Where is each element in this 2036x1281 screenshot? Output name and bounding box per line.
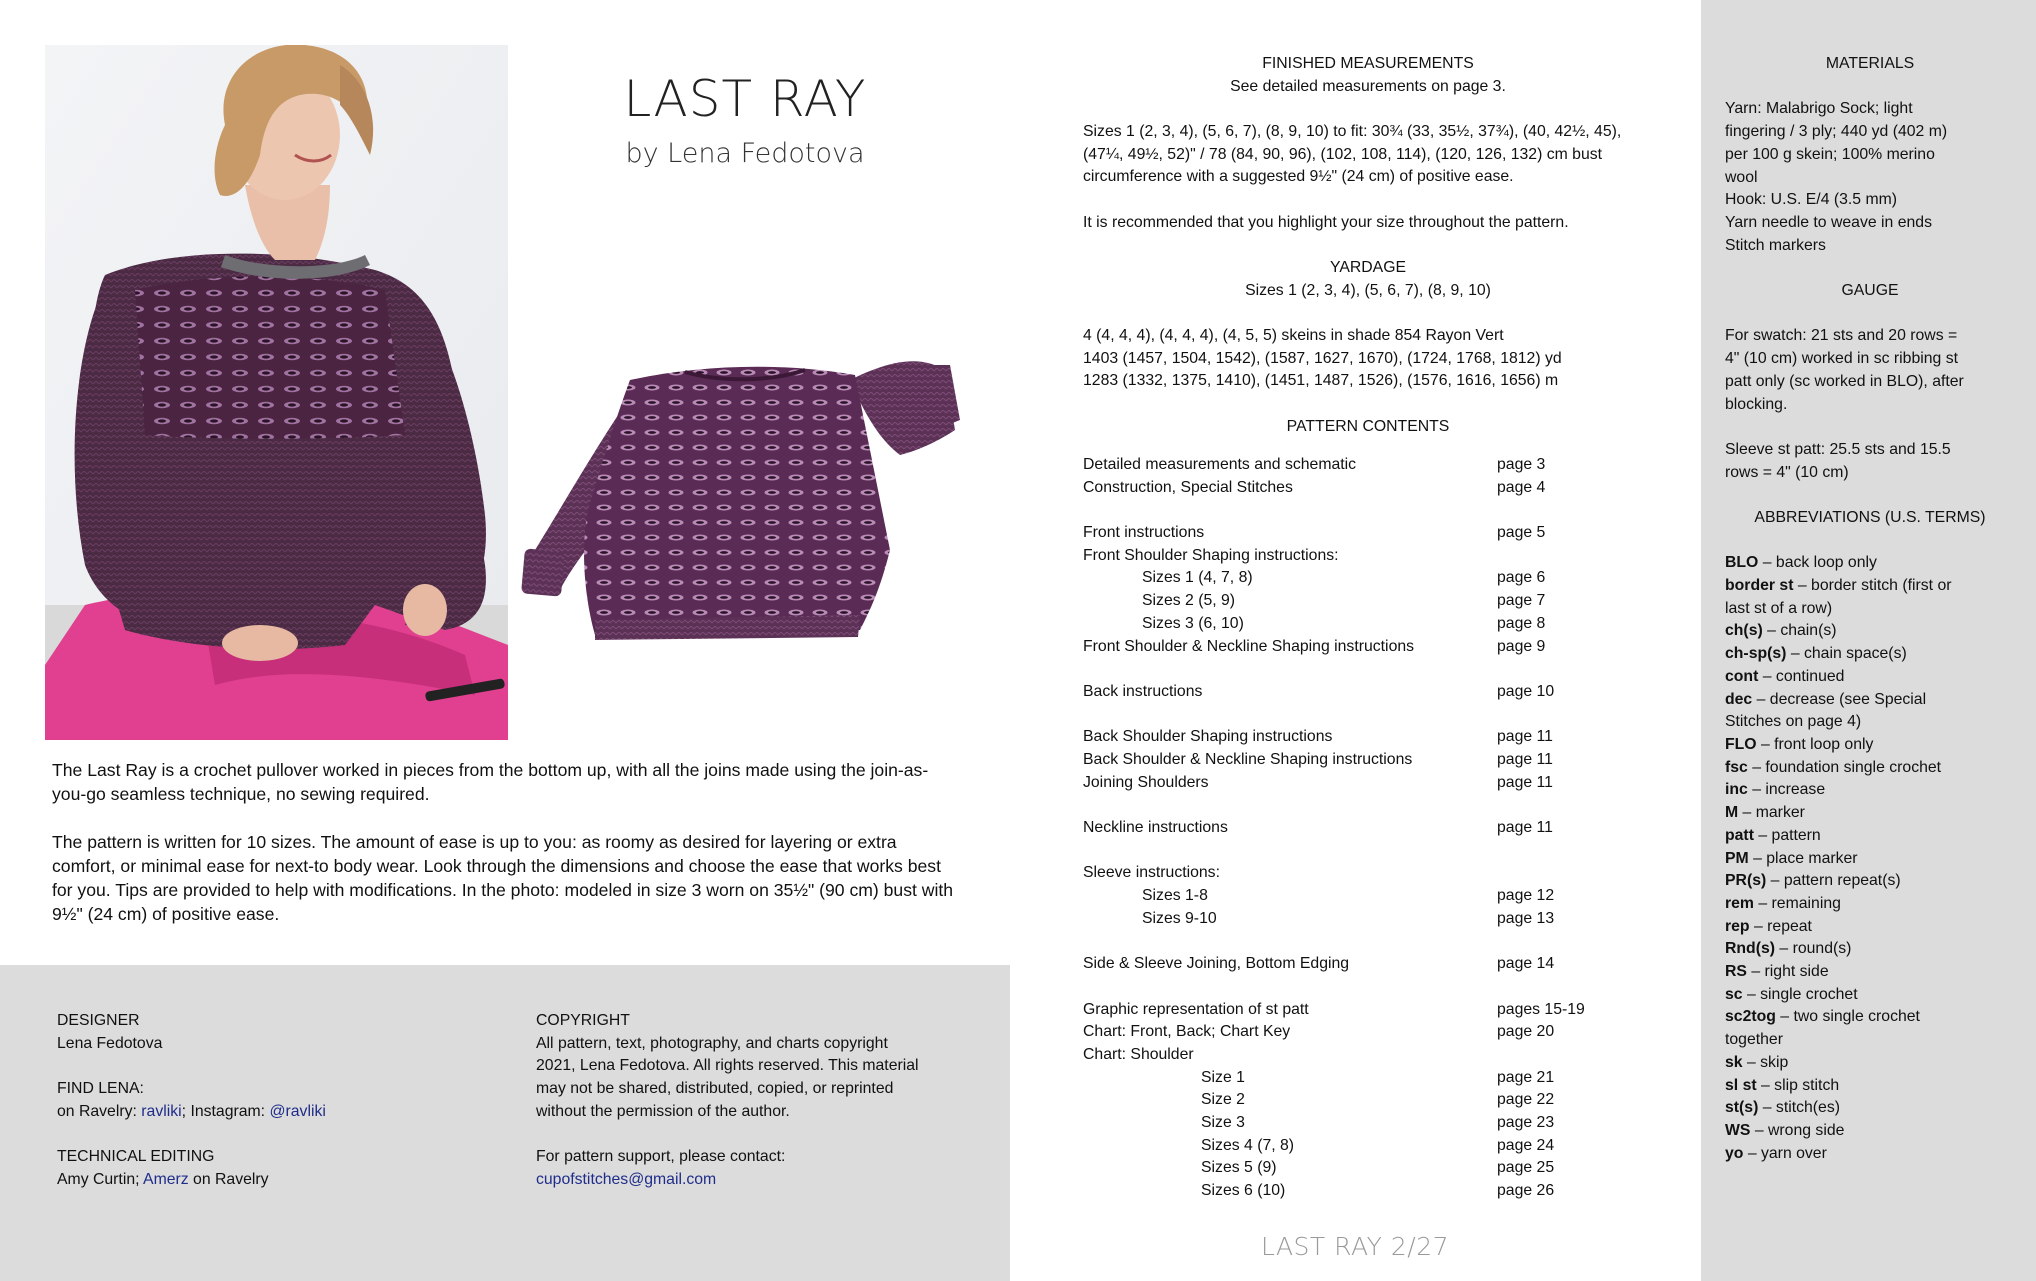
sizes-line: (47¼, 49½, 52)" / 78 (84, 90, 96), (102, 108, 114), (120, 126, 132) cm bust [1083,145,1603,163]
abbreviation-item [1725,1097,2015,1120]
abbreviation-item [1725,711,2015,734]
toc-page-number: page 11 [1497,728,1553,746]
abbreviation-item [1725,620,2015,643]
ravelry-link[interactable]: ravliki [141,1102,182,1120]
instagram-link[interactable]: @ravliki [269,1102,326,1120]
toc-label: Sizes 2 (5, 9) [1142,592,1236,610]
toc-page-number: page 4 [1497,478,1546,496]
abbreviation-definition: – skip [1742,1053,1789,1071]
toc-row [1083,454,1653,477]
table-of-contents [1083,454,1653,1203]
sidebar [1701,0,2036,1281]
designer-heading: DESIGNER [57,1012,140,1029]
toc-row [1083,1067,1653,1090]
abbreviation-term: patt [1725,826,1754,844]
middle-column [1010,0,1700,1281]
abbreviation-definition: – chain space(s) [1786,645,1907,663]
abbreviation-term: sc2tog [1725,1008,1776,1026]
abbreviation-term: Rnd(s) [1725,940,1776,958]
abbreviation-definition: – increase [1747,781,1826,799]
abbreviations-list [1725,552,2015,1165]
abbreviation-term: rem [1725,894,1754,912]
toc-row [1083,1157,1653,1180]
toc-page-number: page 24 [1497,1136,1555,1154]
abbreviation-definition: – place marker [1748,849,1858,867]
abbreviation-definition: – slip stitch [1756,1076,1840,1094]
toc-spacer [1083,658,1653,681]
abbreviation-item [1725,1075,2015,1098]
toc-row [1083,1135,1653,1158]
toc-row [1083,590,1653,613]
abbreviation-item [1725,666,2015,689]
gauge-heading: GAUGE [1841,282,1899,299]
toc-label: Back Shoulder & Neckline Shaping instructions [1083,750,1413,768]
yardage-text [1083,325,1653,393]
contents-header [1083,416,1653,439]
abbreviation-item [1725,575,2015,598]
toc-spacer [1083,976,1653,999]
materials-line: wool [1725,168,1758,186]
abbreviation-definition: – remaining [1753,894,1841,912]
abbreviation-item [1725,779,2015,802]
toc-page-number: page 21 [1497,1068,1555,1086]
finished-measurements-heading: FINISHED MEASUREMENTS [1262,55,1474,72]
gauge-line: patt only (sc worked in BLO), after [1725,372,1964,390]
materials-line: Yarn: Malabrigo Sock; light [1725,100,1913,118]
toc-page-number: page 11 [1497,819,1553,836]
toc-label: Neckline instructions [1083,819,1228,836]
abbreviation-definition: – pattern [1753,826,1821,844]
toc-label: Back instructions [1083,682,1203,700]
toc-row [1083,1180,1653,1203]
abbreviation-definition: – stitch(es) [1758,1099,1840,1117]
pattern-title: LAST RAY [623,70,867,128]
sleeve-gauge-line: rows = 4" (10 cm) [1725,463,1849,481]
toc-row [1083,681,1653,704]
toc-label: Front instructions [1083,524,1205,542]
designer-name: Lena Fedotova [57,1034,163,1052]
abbreviation-item [1725,870,2015,893]
copyright-line: 2021, Lena Fedotova. All rights reserved. This material [536,1057,919,1075]
materials-line: Stitch markers [1725,236,1826,254]
info-box [0,965,1010,1281]
toc-label: Chart: Front, Back; Chart Key [1083,1023,1291,1041]
gauge-line: blocking. [1725,395,1788,413]
toc-label: Sizes 1-8 [1142,887,1208,905]
abbreviation-term: ch-sp(s) [1725,645,1787,663]
abbreviation-item [1725,689,2015,712]
pattern-contents-heading: PATTERN CONTENTS [1286,418,1450,435]
abbreviation-definition: – chain(s) [1762,622,1837,640]
abbreviation-term: PR(s) [1725,872,1767,890]
toc-label: Sizes 9-10 [1142,909,1217,927]
abbreviations-heading: ABBREVIATIONS (U.S. TERMS) [1754,508,1986,526]
toc-spacer [1083,704,1653,727]
toc-label: Side & Sleeve Joining, Bottom Edging [1083,955,1350,973]
abbreviation-term: st(s) [1725,1099,1759,1117]
toc-row [1083,908,1653,931]
abbreviation-definition: – single crochet [1742,985,1858,1003]
abbreviation-item [1725,825,2015,848]
toc-row [1083,613,1653,636]
toc-label: Sizes 3 (6, 10) [1142,614,1244,632]
abbreviation-definition: – two single crochet [1775,1008,1920,1026]
toc-row [1083,567,1653,590]
sleeve-gauge-line: Sleeve st patt: 25.5 sts and 15.5 [1725,440,1951,458]
abbreviation-term: sk [1725,1053,1743,1071]
toc-row [1083,726,1653,749]
toc-page-number: page 25 [1497,1159,1555,1177]
toc-page-number: page 23 [1497,1113,1555,1131]
abbreviation-definition: – back loop only [1758,554,1877,572]
finished-measurements-subheading: See detailed measurements on page 3. [1230,77,1506,95]
sizes-line: circumference with a suggested 9½" (24 cm) of positive ease. [1083,168,1514,186]
instagram-prefix: ; Instagram: [181,1102,270,1120]
abbreviation-item [1725,757,2015,780]
toc-spacer [1083,794,1653,817]
copyright-heading: COPYRIGHT [536,1012,630,1029]
abbreviation-item [1725,961,2015,984]
tech-editor-name: Amy Curtin; [57,1170,144,1188]
abbreviation-definition: – foundation single crochet [1747,758,1942,776]
abbreviation-definition: – wrong side [1750,1121,1845,1139]
toc-label: Sizes 6 (10) [1201,1182,1286,1199]
abbreviation-definition: – decrease (see Special [1752,690,1927,708]
toc-page-number: page 8 [1497,614,1546,632]
abbreviation-item [1725,916,2015,939]
abbreviation-definition: Stitches on page 4) [1725,713,1862,731]
intro-paragraph-2: The pattern is written for 10 sizes. The amount of ease is up to you: as roomy as desired for layering or extra comfort, or minimal ease for next-to body wear. Look through the dimensions and choose the ease that works best for you. Tips are provided to help with modifications. In the photo: modeled in size 3 worn on 35½" (90 cm) bust with 9½" (24 cm) of positive ease. [52,832,954,924]
abbreviation-definition: – front loop only [1756,736,1874,753]
yardage-subheading: Sizes 1 (2, 3, 4), (5, 6, 7), (8, 9, 10) [1245,281,1491,299]
support-text: For pattern support, please contact: [536,1148,786,1166]
toc-label: Graphic representation of st patt [1083,1000,1309,1018]
toc-row [1083,772,1653,795]
abbreviation-term: rep [1725,917,1750,935]
toc-page-number: page 11 [1497,773,1553,791]
copyright-info [536,1010,956,1192]
sizes-line: Sizes 1 (2, 3, 4), (5, 6, 7), (8, 9, 10) to fit: 30¾ (33, 35½, 37¾), (40, 42½, 45), [1083,123,1622,140]
toc-row [1083,1044,1653,1067]
toc-page-number: page 10 [1497,682,1555,700]
toc-row [1083,817,1653,840]
abbreviation-definition: – pattern repeat(s) [1766,872,1901,890]
toc-label: Chart: Shoulder [1083,1045,1194,1063]
toc-label: Back Shoulder Shaping instructions [1083,728,1333,746]
abbreviation-item [1725,1120,2015,1143]
page-footer: LAST RAY 2/27 [1260,1232,1450,1261]
toc-page-number: page 7 [1497,592,1546,610]
toc-label: Size 2 [1201,1091,1245,1109]
abbreviation-item [1725,848,2015,871]
toc-label: Joining Shoulders [1083,773,1209,791]
abbreviation-item [1725,1006,2015,1029]
abbreviation-definition: last st of a row) [1725,599,1833,617]
toc-label: Detailed measurements and schematic [1083,456,1357,473]
abbreviation-definition: – round(s) [1775,940,1852,958]
yardage-heading: YARDAGE [1329,259,1407,276]
abbreviation-term: BLO [1725,554,1759,572]
toc-page-number: page 14 [1497,955,1555,973]
copyright-line: may not be shared, distributed, copied, or reprinted [536,1080,894,1098]
toc-row [1083,477,1653,500]
toc-page-number: page 12 [1497,887,1555,905]
abbreviation-definition: together [1725,1031,1783,1049]
toc-spacer [1083,930,1653,953]
toc-page-number: page 20 [1497,1023,1555,1041]
toc-row [1083,749,1653,772]
abbreviation-item [1725,893,2015,916]
toc-label: Size 1 [1201,1068,1245,1086]
abbreviation-definition: – repeat [1749,917,1812,935]
abbreviation-term: WS [1725,1121,1751,1139]
designer-info [57,1010,487,1192]
materials-line: per 100 g skein; 100% merino [1725,145,1935,163]
byline: by Lena Fedotova [625,138,865,169]
copyright-line: without the permission of the author. [536,1102,790,1120]
toc-row [1083,636,1653,659]
sizes-text [1083,121,1653,235]
toc-page-number: page 22 [1497,1091,1555,1109]
toc-row [1083,1112,1653,1135]
technical-editor [57,1169,487,1192]
toc-label: Sleeve instructions: [1083,864,1220,882]
toc-page-number: page 26 [1497,1182,1555,1199]
abbreviation-item [1725,643,2015,666]
title-block [580,70,910,169]
toc-row [1083,862,1653,885]
toc-spacer [1083,840,1653,863]
abbreviation-item [1725,552,2015,575]
intro-text [52,758,957,926]
abbreviation-term: FLO [1725,736,1757,753]
toc-label: Front Shoulder & Neckline Shaping instructions [1083,637,1415,655]
abbreviation-item [1725,984,2015,1007]
abbreviation-term: ch(s) [1725,622,1763,640]
yardage-line: 1283 (1332, 1375, 1410), (1451, 1487, 1526), (1576, 1616, 1656) m [1083,372,1559,390]
left-page [0,0,1010,1281]
abbreviation-item [1725,734,2015,757]
abbreviation-term: dec [1725,690,1753,708]
toc-label: Sizes 5 (9) [1201,1159,1277,1177]
toc-label: Size 3 [1201,1113,1245,1131]
abbreviation-definition: – continued [1758,667,1845,685]
abbreviation-term: sl st [1725,1076,1757,1094]
yardage-header [1083,257,1653,302]
abbreviation-term: RS [1725,963,1747,981]
abbreviation-term: sc [1725,985,1743,1003]
yardage-line: 1403 (1457, 1504, 1542), (1587, 1627, 1670), (1724, 1768, 1812) yd [1083,349,1562,367]
abbreviation-definition: – right side [1746,963,1829,981]
find-lena-heading: FIND LENA: [57,1080,144,1098]
yardage-line: 4 (4, 4, 4), (4, 4, 4), (4, 5, 5) skeins in shade 854 Rayon Vert [1083,327,1504,344]
toc-row [1083,1021,1653,1044]
materials-section [1725,53,2015,1165]
toc-page-number: page 6 [1497,569,1546,587]
abbreviation-item [1725,598,2015,621]
abbreviation-item [1725,1029,2015,1052]
measurements-header [1083,53,1653,98]
abbreviation-definition: – border stitch (first or [1793,577,1952,595]
amerz-link[interactable]: Amerz [143,1170,189,1188]
copyright-line: All pattern, text, photography, and charts copyright [536,1034,888,1052]
abbreviation-term: inc [1725,781,1748,799]
abbreviation-item [1725,802,2015,825]
toc-row [1083,1089,1653,1112]
abbreviation-term: cont [1725,667,1759,685]
flat-sweater-photo [520,350,960,640]
abbreviation-term: border st [1725,577,1794,595]
toc-page-number: page 13 [1497,909,1555,927]
materials-heading: MATERIALS [1825,55,1915,72]
model-photo [45,45,508,740]
materials-line: Yarn needle to weave in ends [1725,213,1932,231]
toc-row [1083,885,1653,908]
toc-label: Sizes 1 (4, 7, 8) [1142,569,1253,587]
intro-paragraph-1: The Last Ray is a crochet pullover worked in pieces from the bottom up, with all the joins made using the join-as-you-go seamless technique, no sewing required. [52,760,929,804]
abbreviation-term: fsc [1725,758,1748,776]
technical-editing-heading: TECHNICAL EDITING [57,1148,215,1166]
materials-line: Hook: U.S. E/4 (3.5 mm) [1725,191,1898,209]
abbreviation-term: M [1725,804,1739,822]
support-email-link[interactable]: cupofstitches@gmail.com [536,1170,717,1188]
abbreviation-term: yo [1725,1144,1744,1162]
toc-label: Sizes 4 (7, 8) [1201,1136,1295,1154]
abbreviation-item [1725,938,2015,961]
toc-page-number: page 11 [1497,750,1553,768]
social-links [57,1101,487,1124]
tech-editor-suffix: on Ravelry [188,1170,269,1188]
toc-page-number: page 3 [1497,456,1546,473]
toc-row [1083,953,1653,976]
ravelry-prefix: on Ravelry: [57,1102,142,1120]
toc-page-number: page 5 [1497,524,1546,542]
toc-spacer [1083,499,1653,522]
toc-page-number: pages 15-19 [1497,1000,1585,1018]
abbreviation-definition: – marker [1738,804,1805,822]
toc-page-number: page 9 [1497,637,1546,655]
gauge-line: 4" (10 cm) worked in sc ribbing st [1725,350,1958,368]
gauge-line: For swatch: 21 sts and 20 rows = [1725,327,1958,345]
toc-row [1083,999,1653,1022]
abbreviation-item [1725,1052,2015,1075]
abbreviation-item [1725,1143,2015,1166]
toc-row [1083,522,1653,545]
toc-label: Front Shoulder Shaping instructions: [1083,546,1339,564]
recommendation-text: It is recommended that you highlight your size throughout the pattern. [1083,213,1569,231]
abbreviation-term: PM [1725,849,1749,867]
materials-line: fingering / 3 ply; 440 yd (402 m) [1725,123,1948,141]
abbreviation-definition: – yarn over [1743,1144,1827,1162]
toc-row [1083,545,1653,568]
toc-label: Construction, Special Stitches [1083,478,1293,496]
